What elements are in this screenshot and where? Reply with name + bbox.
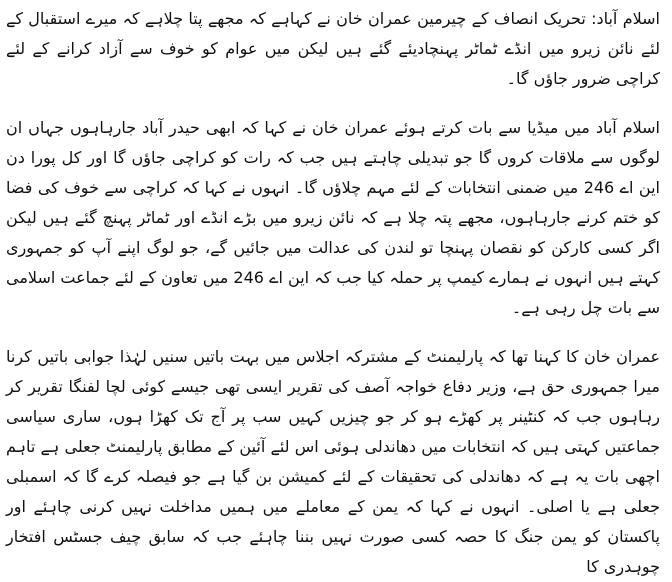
article-paragraph-1: اسلام آباد: تحریک انصاف کے چیرمین عمران خان نے کہاہے کہ مجھے پتا چلاہے کہ میرے استقبال کے لئے نائن زیرو میں انڈے ٹماٹر پہنچادیئے گئے ہیں لیکن میں عوام کو خوف سے آزاد کرانے کے لئے کراچی ضرور جاؤں گا۔ <box>6 9 660 88</box>
article-paragraph-2: اسلام آباد میں میڈیا سے بات کرتے ہوئے عمران خان نے کہا کہ ابھی حیدر آباد جارہاہوں جہاں ان لوگوں سے ملاقات کروں گا جو تبدیلی چاہتے ہیں جب کہ رات کو کراچی جاؤں گا اور کل پورا دن این اے 246 میں ضمنی انتخابات کے لئے مہم چلاؤں گا۔ انہوں نے کہا کہ کراچی سے خوف کی فضا کو ختم کرنے جارہاہوں، مجھے پتہ چلا ہے کہ نائن زیرو میں بڑے انڈے اور ٹماٹر پہنچ گئے ہیں لیکن اگر کسی کارکن کو نقصان پہنچا تو لندن کی عدالت میں جائیں گے، جو لوگ اپنے آپ کو جمہوری کہتے ہیں انہوں نے ہمارے کیمپ پر حملہ کیا جب کہ این اے 246 میں تعاون کے لئے جماعت اسلامی سے بات چل رہی ہے۔ <box>6 118 661 317</box>
article-paragraph-3: عمران خان کا کہنا تھا کہ پارلیمنٹ کے مشترکہ اجلاس میں بہت باتیں سنیں لہٰذا جوابی باتیں کرنا میرا جمہوری حق ہے، وزیر دفاع خواجہ آصف کی تقریر ایسی تھی جیسے کوئی لچا لفنگا تقریر کر رہاہوں جب کہ کنٹینر پر کھڑے ہو کر جو چیزیں کہیں سب پر آج تک کھڑا ہوں، ساری سیاسی جماعتیں کہتی ہیں کہ انتخابات میں دھاندلی ہوئی اس لئے آئین کے مطابق پارلیمنٹ جعلی ہے تاہم اچھی بات یہ ہے کہ دھاندلی کی تحقیقات کے لئے کمیشن بن گیا ہے جو فیصلہ کرے گا کہ اسمبلی جعلی ہے یا اصلی۔ انہوں نے کہا کہ یمن کے معاملے میں ہمیں مداخلت نہیں کرنی چاہئے اور پاکستان کو یمن جنگ کا حصہ کسی صورت نہیں بننا چاہئے جب کہ سابق چیف جسٹس افتخار چوہدری کا <box>6 347 660 576</box>
